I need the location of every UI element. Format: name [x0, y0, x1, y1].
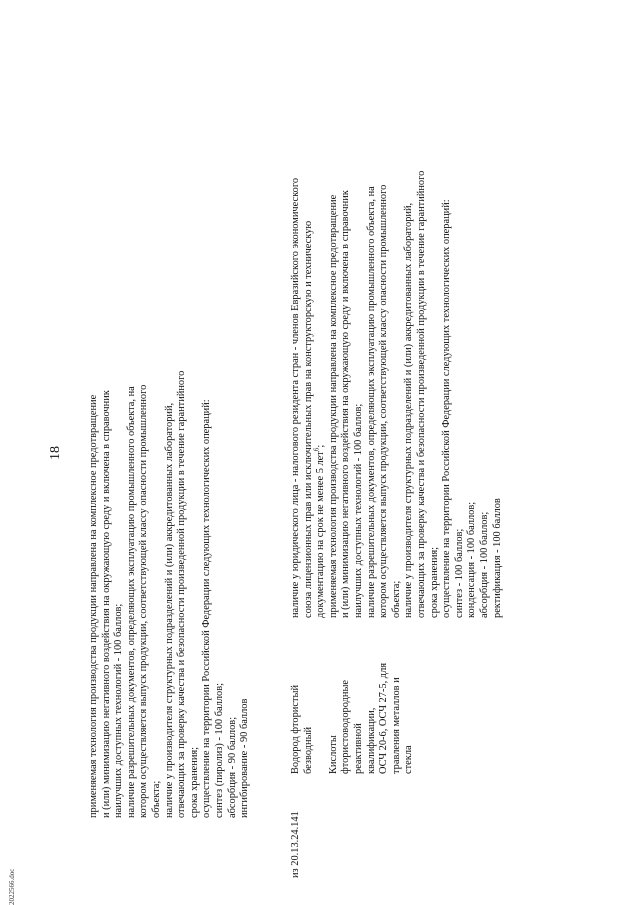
- criteria-line: и (или) минимизацию негативного воздействия на окружающую среду и включена в справочник: [100, 390, 112, 818]
- criteria-line: ингибирование - 90 баллов: [239, 698, 251, 818]
- criteria-line: наличие у производителя структурных подразделений и (или) аккредитованных лабораторий,: [163, 402, 175, 818]
- product-line: безводный: [302, 726, 314, 774]
- criteria-line-end: ;: [315, 444, 327, 448]
- criteria-line: отвечающих за проверку качества и безопасности произведенной продукции в течение гарантийного: [176, 370, 188, 818]
- product-line: травления металлов и: [390, 677, 402, 774]
- product-line: Водород фтористый: [290, 684, 301, 774]
- criteria-line: срока хранения;: [188, 746, 200, 818]
- product-line: стекла: [403, 745, 415, 774]
- criteria-line: применяемая технология производства продукции направлена на комплексное предотвращение: [88, 394, 99, 818]
- product-line: ОСЧ 20-6, ОСЧ 27-5, для: [378, 662, 390, 774]
- product-line: Кислоты: [327, 735, 339, 774]
- row2-criteria: [290, 171, 504, 618]
- criteria-line: котором осуществляется выпуск продукции, соответствующей классу опасности промышленного: [378, 184, 390, 618]
- page-number: 18: [48, 446, 63, 460]
- criteria-line: синтез (пиролиз) - 100 баллов;: [213, 682, 225, 818]
- criteria-line: синтез - 100 баллов;: [453, 528, 465, 618]
- criteria-line-text: документацию на срок не менее 5 лет: [315, 451, 327, 618]
- criteria-line: наличие у производителя структурных подразделений и (или) аккредитованных лабораторий,: [403, 202, 415, 618]
- criteria-line: и (или) минимизацию негативного воздействия на окружающую среду и включена в справочник: [340, 190, 352, 618]
- criteria-line: наличие разрешительных документов, определяющих эксплуатацию промышленного объекта, на: [125, 386, 137, 818]
- criteria-line: наличие разрешительных документов, определяющих эксплуатацию промышленного объекта, на: [365, 186, 377, 618]
- criteria-line: котором осуществляется выпуск продукции, соответствующей классу опасности промышленного: [138, 384, 150, 818]
- product-line: реактивной: [352, 723, 364, 774]
- criteria-line: отвечающих за проверку качества и безопасности произведенной продукции в течение гарантийного: [415, 170, 427, 618]
- doc-id: 2022566.doc: [8, 868, 16, 905]
- product-line: фтористоводородные: [340, 679, 352, 774]
- row1-criteria: [88, 371, 252, 818]
- criteria-line: наличие у юридического лица - налогового резидента стран - членов Евразийского экономического: [290, 177, 301, 618]
- criteria-line: осуществление на территории Российской Федерации следующих технологических операций:: [201, 399, 213, 818]
- criteria-line: объекта;: [150, 780, 162, 818]
- footnote-ref: 6: [312, 447, 321, 452]
- criteria-line: объекта;: [390, 580, 402, 618]
- criteria-line: абсорбция - 90 баллов;: [226, 716, 238, 818]
- criteria-line: наилучших доступных технологий - 100 баллов;: [113, 603, 125, 818]
- row2-code: из 20.13.24.141: [290, 811, 301, 878]
- product-line: квалификации,: [365, 707, 377, 774]
- criteria-line: срока хранения;: [428, 546, 440, 618]
- product-line: [315, 663, 328, 774]
- criteria-line: конденсация - 100 баллов;: [466, 501, 478, 618]
- criteria-line: [312, 171, 328, 618]
- criteria-line: осуществление на территории Российской Федерации следующих технологических операций:: [441, 199, 453, 618]
- criteria-line: наилучших доступных технологий - 100 баллов;: [352, 403, 364, 618]
- row2-product: [290, 663, 416, 774]
- criteria-line: абсорбция - 100 баллов;: [478, 511, 490, 618]
- criteria-line: союза лицензионных прав или исключительных прав на конструкторскую и техническую: [302, 220, 314, 618]
- criteria-line: ректификация - 100 баллов: [491, 498, 503, 618]
- criteria-line: применяемая технология производства продукции направлена на комплексное предотвращение: [327, 194, 339, 618]
